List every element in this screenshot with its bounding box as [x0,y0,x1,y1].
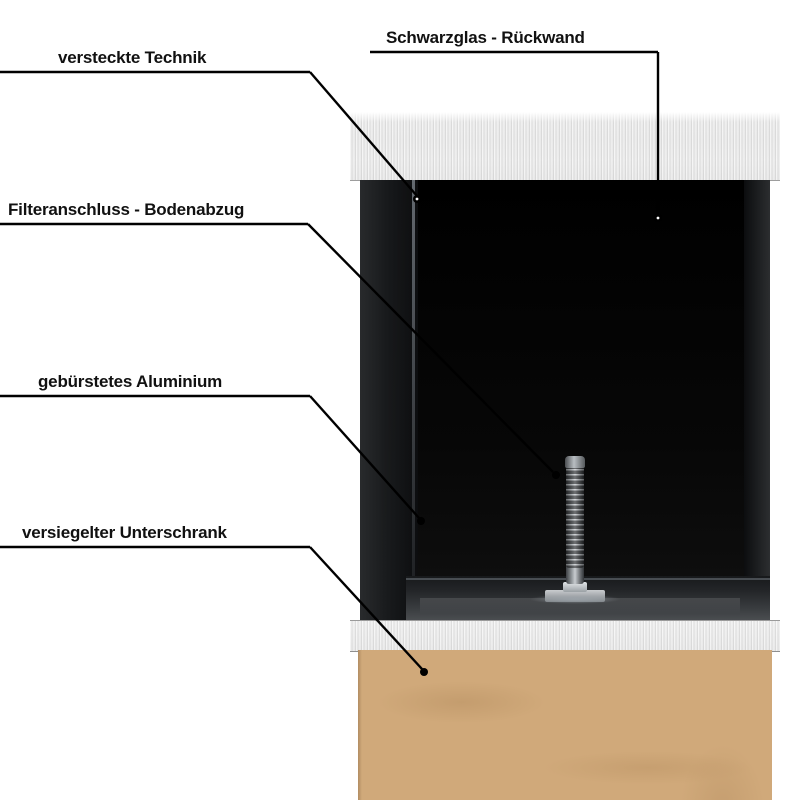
tank-right-glass-pane [744,180,770,620]
callout-label-filteranschluss-bodenabzug: Filteranschluss - Bodenabzug [8,200,245,219]
callout-label-versiegelter-unterschrank: versiegelter Unterschrank [22,523,227,542]
callout-label-gebuerstetes-aluminium: gebürstetes Aluminium [38,372,223,391]
tank-left-glass-pane [360,180,418,620]
brushed-aluminium-top-rail [350,112,780,181]
callout-label-schwarzglas-rueckwand: Schwarzglas - Rückwand [386,28,585,47]
drain-tube-ribs [566,464,584,568]
wood-grain-texture [358,650,772,800]
black-glass-tank [360,180,770,620]
drain-tube-cap [565,456,585,468]
callout-label-versteckte-technik: versteckte Technik [58,48,207,67]
brushed-aluminium-mid-rail [350,620,780,652]
wood-cabinet [358,650,772,800]
product-illustration [350,112,780,800]
tank-floor-edge [406,578,770,580]
cabinet-left-edge-shadow [358,650,362,800]
schwarzglas-rueckwand-surface [360,180,770,620]
